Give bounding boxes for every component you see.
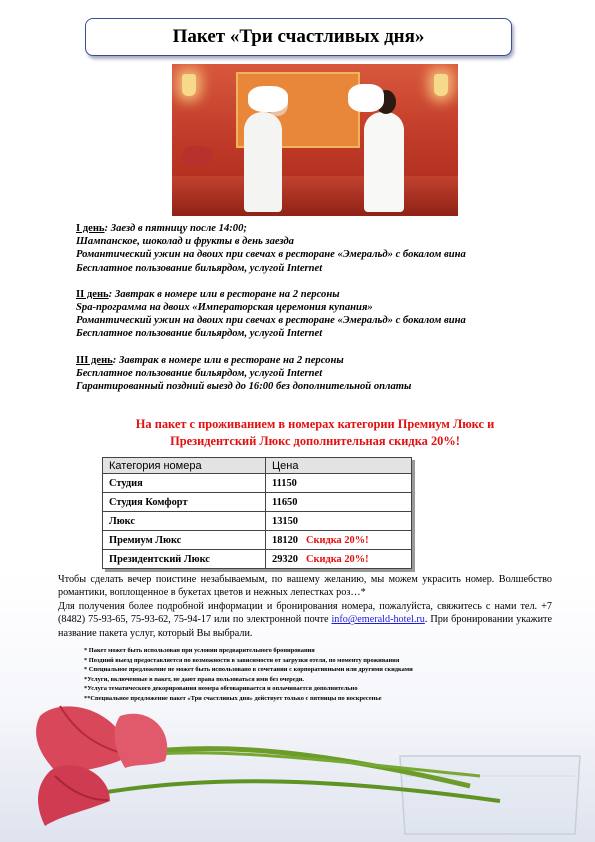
- contact-paragraph: [58, 573, 552, 640]
- price-value: 18120: [272, 534, 298, 546]
- day-1-line-3: Романтический ужин на двоих при свечах в ресторане «Эмеральд» с бокалом вина: [76, 249, 466, 261]
- decor-text: Чтобы сделать вечер поистине незабываемым, по вашему желанию, мы можем украсить номер. Волшебство романтики, воплощенное в букетах цветов и нежных лепестках роз…*: [58, 574, 552, 599]
- table-header-row: [103, 458, 412, 474]
- row-price: [266, 512, 412, 531]
- pillow-man: [248, 86, 288, 112]
- discount-label: Скидка 20%!: [305, 534, 369, 546]
- table-row: [103, 531, 412, 550]
- email-link[interactable]: info@emerald-hotel.ru: [331, 614, 425, 626]
- row-price: [266, 474, 412, 493]
- bed: [172, 176, 458, 216]
- red-pillow: [182, 146, 212, 166]
- wall-lamp-right: [434, 74, 448, 96]
- table-row: [103, 550, 412, 569]
- day-3-line-3: Гарантированный поздний выезд до 16:00 без дополнительной оплаты: [76, 381, 412, 393]
- footnote: *Услуги, включенные в пакет, не дают права пользоваться ими без очереди.: [84, 675, 305, 683]
- promo-line-2: Президентский Люкс дополнительная скидка 20%!: [170, 434, 460, 448]
- footnote: *Услуга тематического декорирования номера обговаривается и оплачивается дополнительно: [84, 685, 358, 693]
- man-figure: [244, 112, 282, 212]
- day-1-line-2: Шампанское, шоколад и фрукты в день заезда: [76, 236, 294, 248]
- contact-before: Для получения более подробной информации и бронирования номера, пожалуйста, свяжитесь с нами тел. +7 (8482) 75-93-65, 75-93-62, 75-94-17 или по электронной почте: [58, 600, 552, 626]
- promo-discount: [95, 416, 535, 450]
- row-category: Студия: [103, 474, 266, 493]
- footnote: **Специальное предложение пакет «Три счастливых дня» действует только с пятницы по воскресенье: [84, 694, 382, 702]
- day-1-line-1: [76, 222, 546, 235]
- header-category: Категория номера: [103, 458, 266, 474]
- woman-figure: [364, 112, 404, 212]
- row-category: Люкс: [103, 512, 266, 531]
- header-price: Цена: [266, 458, 412, 474]
- footnote: * Пакет может быть использован при условии предварительного бронирования: [84, 647, 315, 654]
- discount-label: Скидка 20%!: [305, 553, 369, 565]
- row-category: Премиум Люкс: [103, 531, 266, 550]
- price-table: [102, 457, 412, 569]
- row-category: Студия Комфорт: [103, 493, 266, 512]
- day-3-label: III день: [76, 354, 113, 366]
- title-box: [85, 18, 512, 56]
- day-1-text: : Заезд в пятницу после 14:00;: [104, 223, 247, 234]
- promo-line-1: На пакет с проживанием в номерах категории Премиум Люкс и: [135, 417, 495, 431]
- wall-lamp-left: [182, 74, 196, 96]
- day-3-line-1: [76, 354, 546, 367]
- price-value: 11150: [272, 477, 297, 489]
- row-price: [266, 493, 412, 512]
- row-price: [266, 550, 412, 569]
- contact-after: . При бронировании укажите название пакета услуг, который Вы выбрали.: [58, 614, 553, 639]
- price-value: 13150: [272, 515, 298, 527]
- row-category: Президентский Люкс: [103, 550, 266, 569]
- table-row: [103, 493, 412, 512]
- day-3-line-2: Бесплатное пользование бильярдом, услугой Internet: [76, 367, 323, 379]
- footnote: * Специальное предложение не может быть использовано в сочетании с корпоративными или другими скидками: [84, 666, 413, 674]
- day-2-line-1: [76, 288, 546, 301]
- contact-text: [58, 600, 552, 640]
- price-value: 29320: [272, 553, 298, 565]
- package-days: [76, 222, 546, 393]
- row-price: [266, 531, 412, 550]
- day-2-text: : Завтрак в номере или в ресторане на 2 персоны: [108, 288, 340, 300]
- day-2-label: II день: [76, 288, 109, 300]
- table-row: [103, 512, 412, 531]
- day-2-line-4: Бесплатное пользование бильярдом, услугой Internet: [76, 328, 323, 340]
- footnote: * Поздний выезд предоставляется по возможности в зависимости от загрузки отеля, по моменту проживания: [84, 656, 400, 664]
- day-2-line-3: Романтический ужин на двоих при свечах в ресторане «Эмеральд» с бокалом вина: [76, 315, 466, 327]
- page-title: Пакет «Три счастливых дня»: [172, 26, 425, 47]
- price-value: 11650: [272, 496, 298, 508]
- pillow-woman: [348, 84, 384, 112]
- couple-photo: [172, 64, 458, 216]
- day-1-line-4: Бесплатное пользование бильярдом, услугой Internet: [76, 262, 323, 274]
- calla-lily-illustration: [0, 676, 595, 842]
- day-3-text: : Завтрак в номере или в ресторане на 2 персоны: [112, 354, 344, 366]
- day-2-line-2: Spa-программа на двоих «Императорская церемония купания»: [76, 302, 373, 314]
- day-1-label: I день: [76, 223, 105, 234]
- table-row: [103, 474, 412, 493]
